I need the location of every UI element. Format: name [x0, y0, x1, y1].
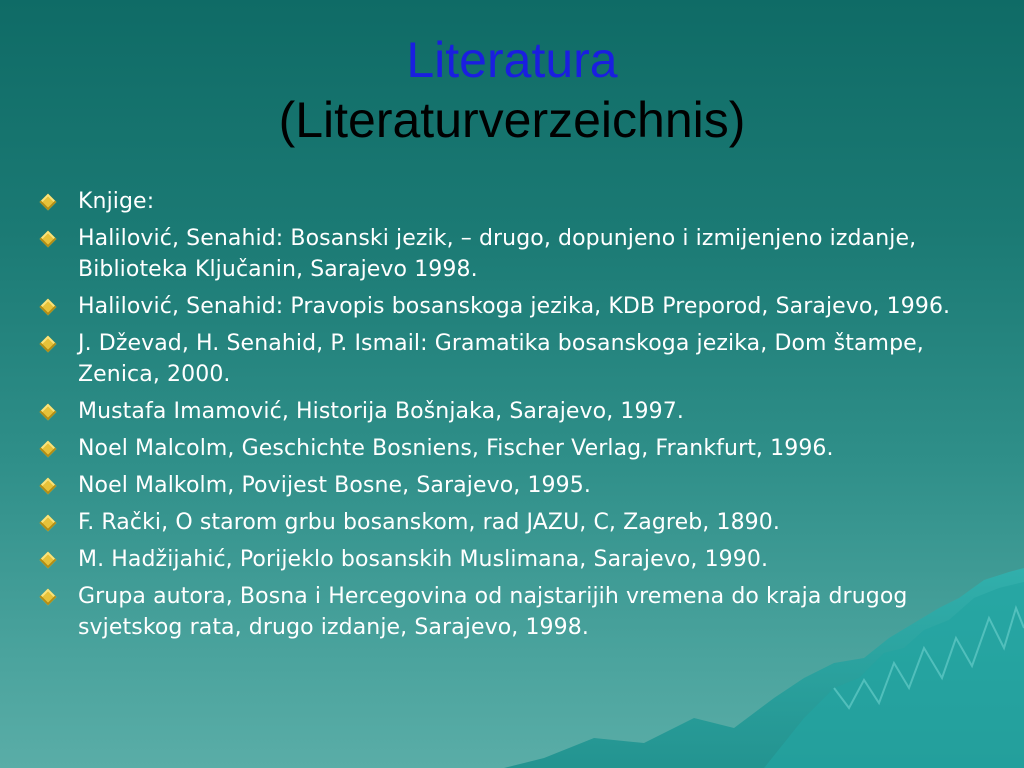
diamond-bullet-icon — [40, 478, 57, 495]
list-item-text: Noel Malkolm, Povijest Bosne, Sarajevo, 1995. — [78, 473, 591, 498]
list-item — [38, 328, 973, 390]
list-item — [38, 291, 973, 322]
list-item — [38, 507, 973, 538]
list-item-text: M. Hadžijahić, Porijeklo bosanskih Muslimana, Sarajevo, 1990. — [78, 547, 769, 572]
list-item — [38, 544, 973, 575]
title-line-1: Literatura — [406, 32, 618, 88]
title-line-2: (Literaturverzeichnis) — [278, 92, 746, 148]
list-item-text: Knjige: — [78, 189, 155, 214]
diamond-bullet-icon — [40, 515, 57, 532]
list-item-text: Noel Malcolm, Geschichte Bosniens, Fischer Verlag, Frankfurt, 1996. — [78, 436, 834, 461]
list-item-text: F. Rački, O starom grbu bosanskom, rad JAZU, C, Zagreb, 1890. — [78, 510, 780, 535]
list-item — [38, 581, 973, 643]
list-item — [38, 396, 973, 427]
diamond-bullet-icon — [40, 194, 57, 211]
list-item — [38, 186, 973, 217]
slide-title — [0, 30, 1024, 150]
list-item — [38, 433, 973, 464]
list-item-text: J. Dževad, H. Senahid, P. Ismail: Gramatika bosanskoga jezika, Dom štampe, Zenica, 2000. — [78, 331, 924, 387]
diamond-bullet-icon — [40, 589, 57, 606]
bibliography-list — [38, 186, 973, 649]
diamond-bullet-icon — [40, 336, 57, 353]
list-item-text: Halilović, Senahid: Pravopis bosanskoga jezika, KDB Preporod, Sarajevo, 1996. — [78, 294, 951, 319]
list-item-text: Grupa autora, Bosna i Hercegovina od najstarijih vremena do kraja drugog svjetskog rata, drugo izdanje, Sarajevo, 1998. — [78, 584, 908, 640]
diamond-bullet-icon — [40, 404, 57, 421]
list-item-text: Mustafa Imamović, Historija Bošnjaka, Sarajevo, 1997. — [78, 399, 684, 424]
list-item — [38, 223, 973, 285]
diamond-bullet-icon — [40, 231, 57, 248]
list-item-text: Halilović, Senahid: Bosanski jezik, – drugo, dopunjeno i izmijenjeno izdanje, Biblioteka Ključanin, Sarajevo 1998. — [78, 226, 917, 282]
list-item — [38, 470, 973, 501]
diamond-bullet-icon — [40, 441, 57, 458]
diamond-bullet-icon — [40, 299, 57, 316]
diamond-bullet-icon — [40, 552, 57, 569]
